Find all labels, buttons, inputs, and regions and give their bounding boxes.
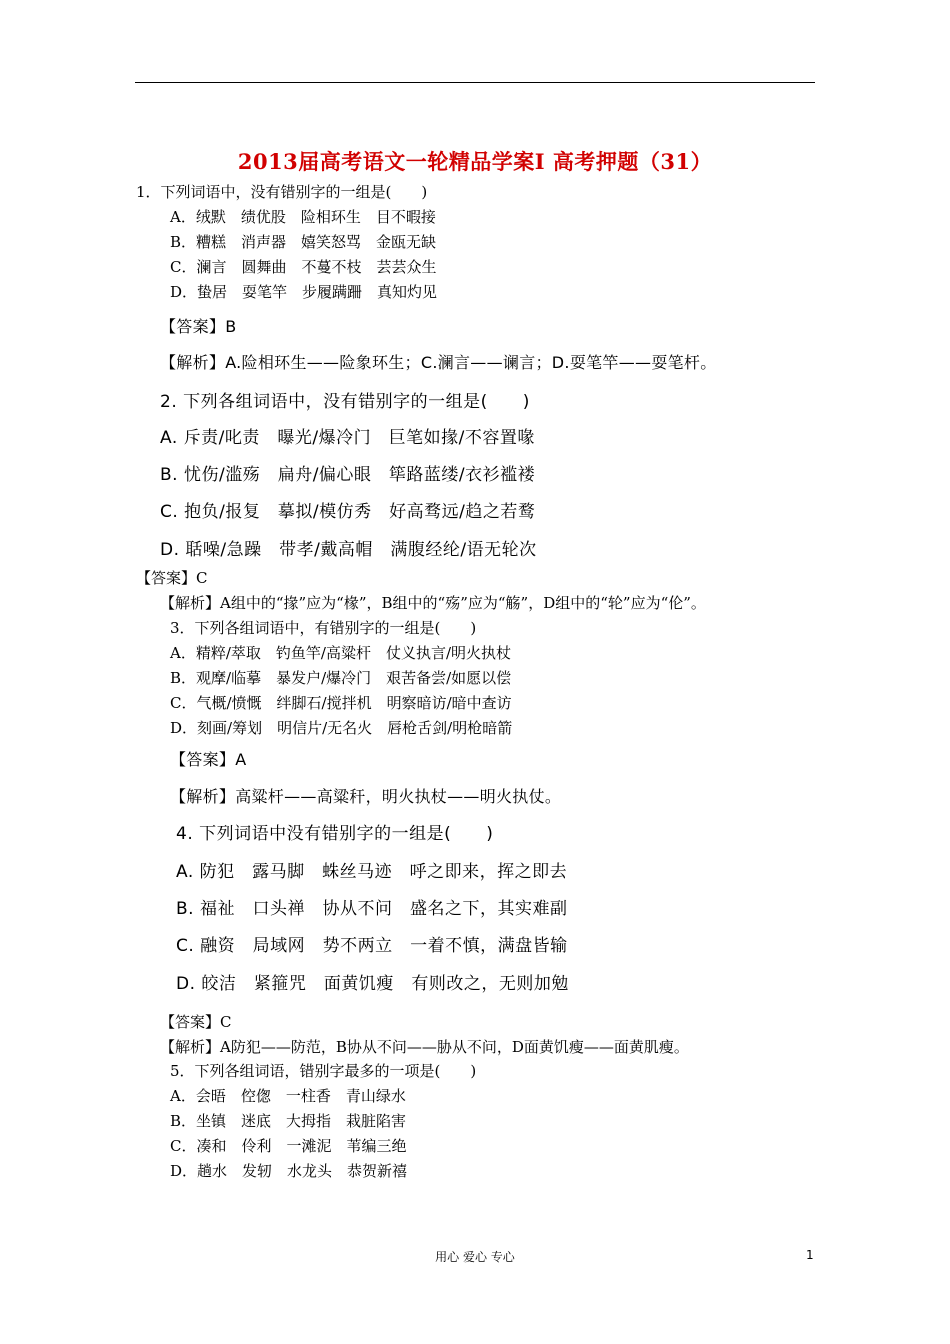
page-number: 1 (806, 1248, 814, 1262)
q2-option-d: D. 聒噪/急躁 带孝/戴高帽 满腹经纶/语无轮次 (160, 540, 537, 560)
q1-option-b: B．糟糕 消声器 嬉笑怒骂 金瓯无缺 (170, 233, 437, 251)
q3-analysis: 【解析】高粱杆——高粱秆，明火执杖——明火执仗。 (170, 787, 562, 806)
q5-option-a: A．会晤 倥偬 一柱香 青山绿水 (170, 1087, 406, 1105)
q4-option-a: A. 防犯 露马脚 蛛丝马迹 呼之即来，挥之即去 (176, 862, 568, 882)
q3-option-a: A．精粹/萃取 钓鱼竿/高粱杆 仗义执言/明火执杖 (170, 644, 511, 662)
q4-option-c: C. 融资 局域网 势不两立 一着不慎，满盘皆输 (176, 936, 568, 956)
q5-option-b: B．坐镇 迷底 大拇指 栽脏陷害 (170, 1112, 407, 1130)
q3-option-b: B．观摩/临摹 暴发户/爆冷门 艰苦备尝/如愿以偿 (170, 669, 512, 687)
q2-answer: 【答案】C (136, 569, 208, 587)
q5-option-c: C．凑和 伶利 一滩泥 苇编三绝 (170, 1137, 407, 1155)
document-title: 2013届高考语文一轮精品学案Ⅰ 高考押题（31） (237, 149, 713, 174)
q1-stem: 1．下列词语中，没有错别字的一组是( ) (136, 183, 428, 201)
q3-stem: 3．下列各组词语中，有错别字的一组是( ) (170, 619, 477, 637)
q2-option-c: C. 抱负/报复 摹拟/模仿秀 好高骛远/趋之若鹜 (160, 502, 536, 522)
q3-answer: 【答案】A (170, 750, 247, 769)
q1-option-c: C．澜言 圆舞曲 不蔓不枝 芸芸众生 (170, 258, 437, 276)
q1-option-a: A．绒默 绩优股 险相环生 目不暇接 (170, 208, 436, 226)
q1-analysis: 【解析】A.险相环生——险象环生；C.澜言——谰言；D.耍笔竿——耍笔杆。 (160, 353, 717, 372)
q4-answer: 【答案】C (160, 1013, 232, 1031)
q3-option-c: C．气概/愤慨 绊脚石/搅拌机 明察暗访/暗中查访 (170, 694, 512, 712)
page-footer: 用心 爱心 专心 (435, 1250, 515, 1264)
q2-option-b: B. 忧伤/滥殇 扁舟/偏心眼 筚路蓝缕/衣衫褴褛 (160, 465, 536, 485)
q2-option-a: A. 斥责/叱责 曝光/爆冷门 巨笔如掾/不容置喙 (160, 428, 535, 448)
q4-option-b: B. 福祉 口头禅 协从不问 盛名之下，其实难副 (176, 899, 568, 919)
q2-stem: 2. 下列各组词语中，没有错别字的一组是( ) (160, 392, 530, 412)
q4-stem: 4. 下列词语中没有错别字的一组是( ) (176, 824, 494, 844)
q5-option-d: D．趟水 发轫 水龙头 恭贺新禧 (170, 1162, 408, 1180)
q4-analysis: 【解析】A防犯——防范，B协从不问——胁从不问，D面黄饥瘦——面黄肌瘦。 (160, 1038, 689, 1056)
q2-analysis: 【解析】A组中的“掾”应为“椽”，B组中的“殇”应为“觞”，D组中的“轮”应为“伦”。 (160, 594, 706, 612)
q1-option-d: D．蛰居 耍笔竿 步履蹒跚 真知灼见 (170, 283, 438, 301)
q3-option-d: D．刻画/筹划 明信片/无名火 唇枪舌剑/明枪暗箭 (170, 719, 513, 737)
header-rule (135, 82, 815, 83)
q5-stem: 5．下列各组词语，错别字最多的一项是( ) (170, 1062, 477, 1080)
q1-answer: 【答案】B (160, 317, 237, 336)
q4-option-d: D. 皎洁 紧箍咒 面黄饥瘦 有则改之，无则加勉 (176, 974, 569, 994)
